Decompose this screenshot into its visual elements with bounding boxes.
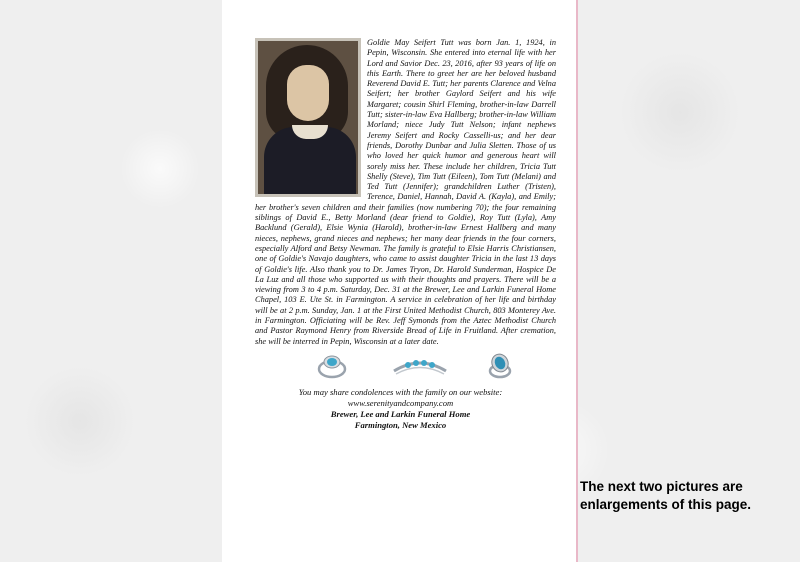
side-note — [580, 478, 790, 514]
portrait-photo — [255, 38, 361, 197]
side-note-line-1: The next two pictures are — [580, 479, 743, 494]
obituary-content — [255, 38, 556, 431]
ring-icon — [315, 353, 349, 379]
closing-block — [255, 387, 556, 431]
bracelet-icon — [390, 353, 450, 379]
website-link[interactable]: www.serenityandcompany.com — [347, 397, 454, 408]
obituary-page — [222, 0, 578, 562]
photo-face — [287, 65, 329, 121]
ring-icon — [483, 353, 517, 379]
side-note-line-2: enlargements of this page. — [580, 497, 752, 512]
obituary-text: Goldie May Seifert Tutt was born Jan. 1, 1924, in Pepin, Wisconsin. She entered into eternal life with her Lord and Savior Dec. 23, 2016, after 93 years of life on this Earth. There to greet her are her beloved husband Reverend David E. Tutt; her parents Clarence and Velna Seifert; her brother Gaylord Seifert and his wife Margaret; cousin Shirl Fleming, brother-in-law Darrell Tutt; sister-in-law Eva Hallberg; brother-in-law William Morland; niece Judy Tutt Nelson; infant nephews Jeremy Seifert and Rocky Casselli-us; and her dear friends, Dorothy Dunbar and Julia Sletten. Those of us who loved her quick humor and generous heart will sorely miss her. These include her children, Tricia Tutt Shelly (Steve), Tim Tutt (Eileen), Tom Tutt (Melani) and Ted Tutt (Jennifer); grandchildren Luther (Tristen), Terence, Daniel, Hannah, David A. (Kayla), and Emily; her brother's seven children and their families (now numbering 70); the four remaining siblings of David E., Betty Morland (dear friend to Goldie), Roy Tutt (Lyla), Amy Backlund (Gerald), Elsie Wynia (Harold), brother-in-law Ernest Hallberg and many nieces, nephews, grand nieces and nephews; her many dear friends in the four corners, especially Alford and Betsy Newman. The family is grateful to Elsie Harris Christiansen, one of Goldie's Navajo daughters, who came to assist daughter Tricia in the last 13 days of Goldie's life. Also thank you to Dr. James Tryon, Dr. Harold Sunderman, Hospice De La Luz and all those who supported us with their thoughts and prayers. There will be a viewing from 3 to 4 p.m. Saturday, Dec. 31 at the Brewer, Lee and Larkin Funeral Home Chapel, 103 E. Ute St. in Farmington. A service in celebration of her life and birthday will be at 2 p.m. Sunday, Jan. 1 at the First United Methodist Church, 803 Monterey Ave. in Farmington. Officiating will be Rev. Jeff Symonds from the Aztec Methodist Church and Pastor Raymond Henry from Riverside Bread of Life in Fruitland. After cremation, she will be interred in Pepin, Wisconsin at a later date. — [255, 38, 556, 346]
jewelry-row — [255, 351, 556, 383]
funeral-home-location: Farmington, New Mexico — [354, 419, 447, 430]
funeral-home-name: Brewer, Lee and Larkin Funeral Home — [330, 408, 471, 419]
condolences-line: You may share condolences with the family on our website: — [298, 386, 503, 397]
